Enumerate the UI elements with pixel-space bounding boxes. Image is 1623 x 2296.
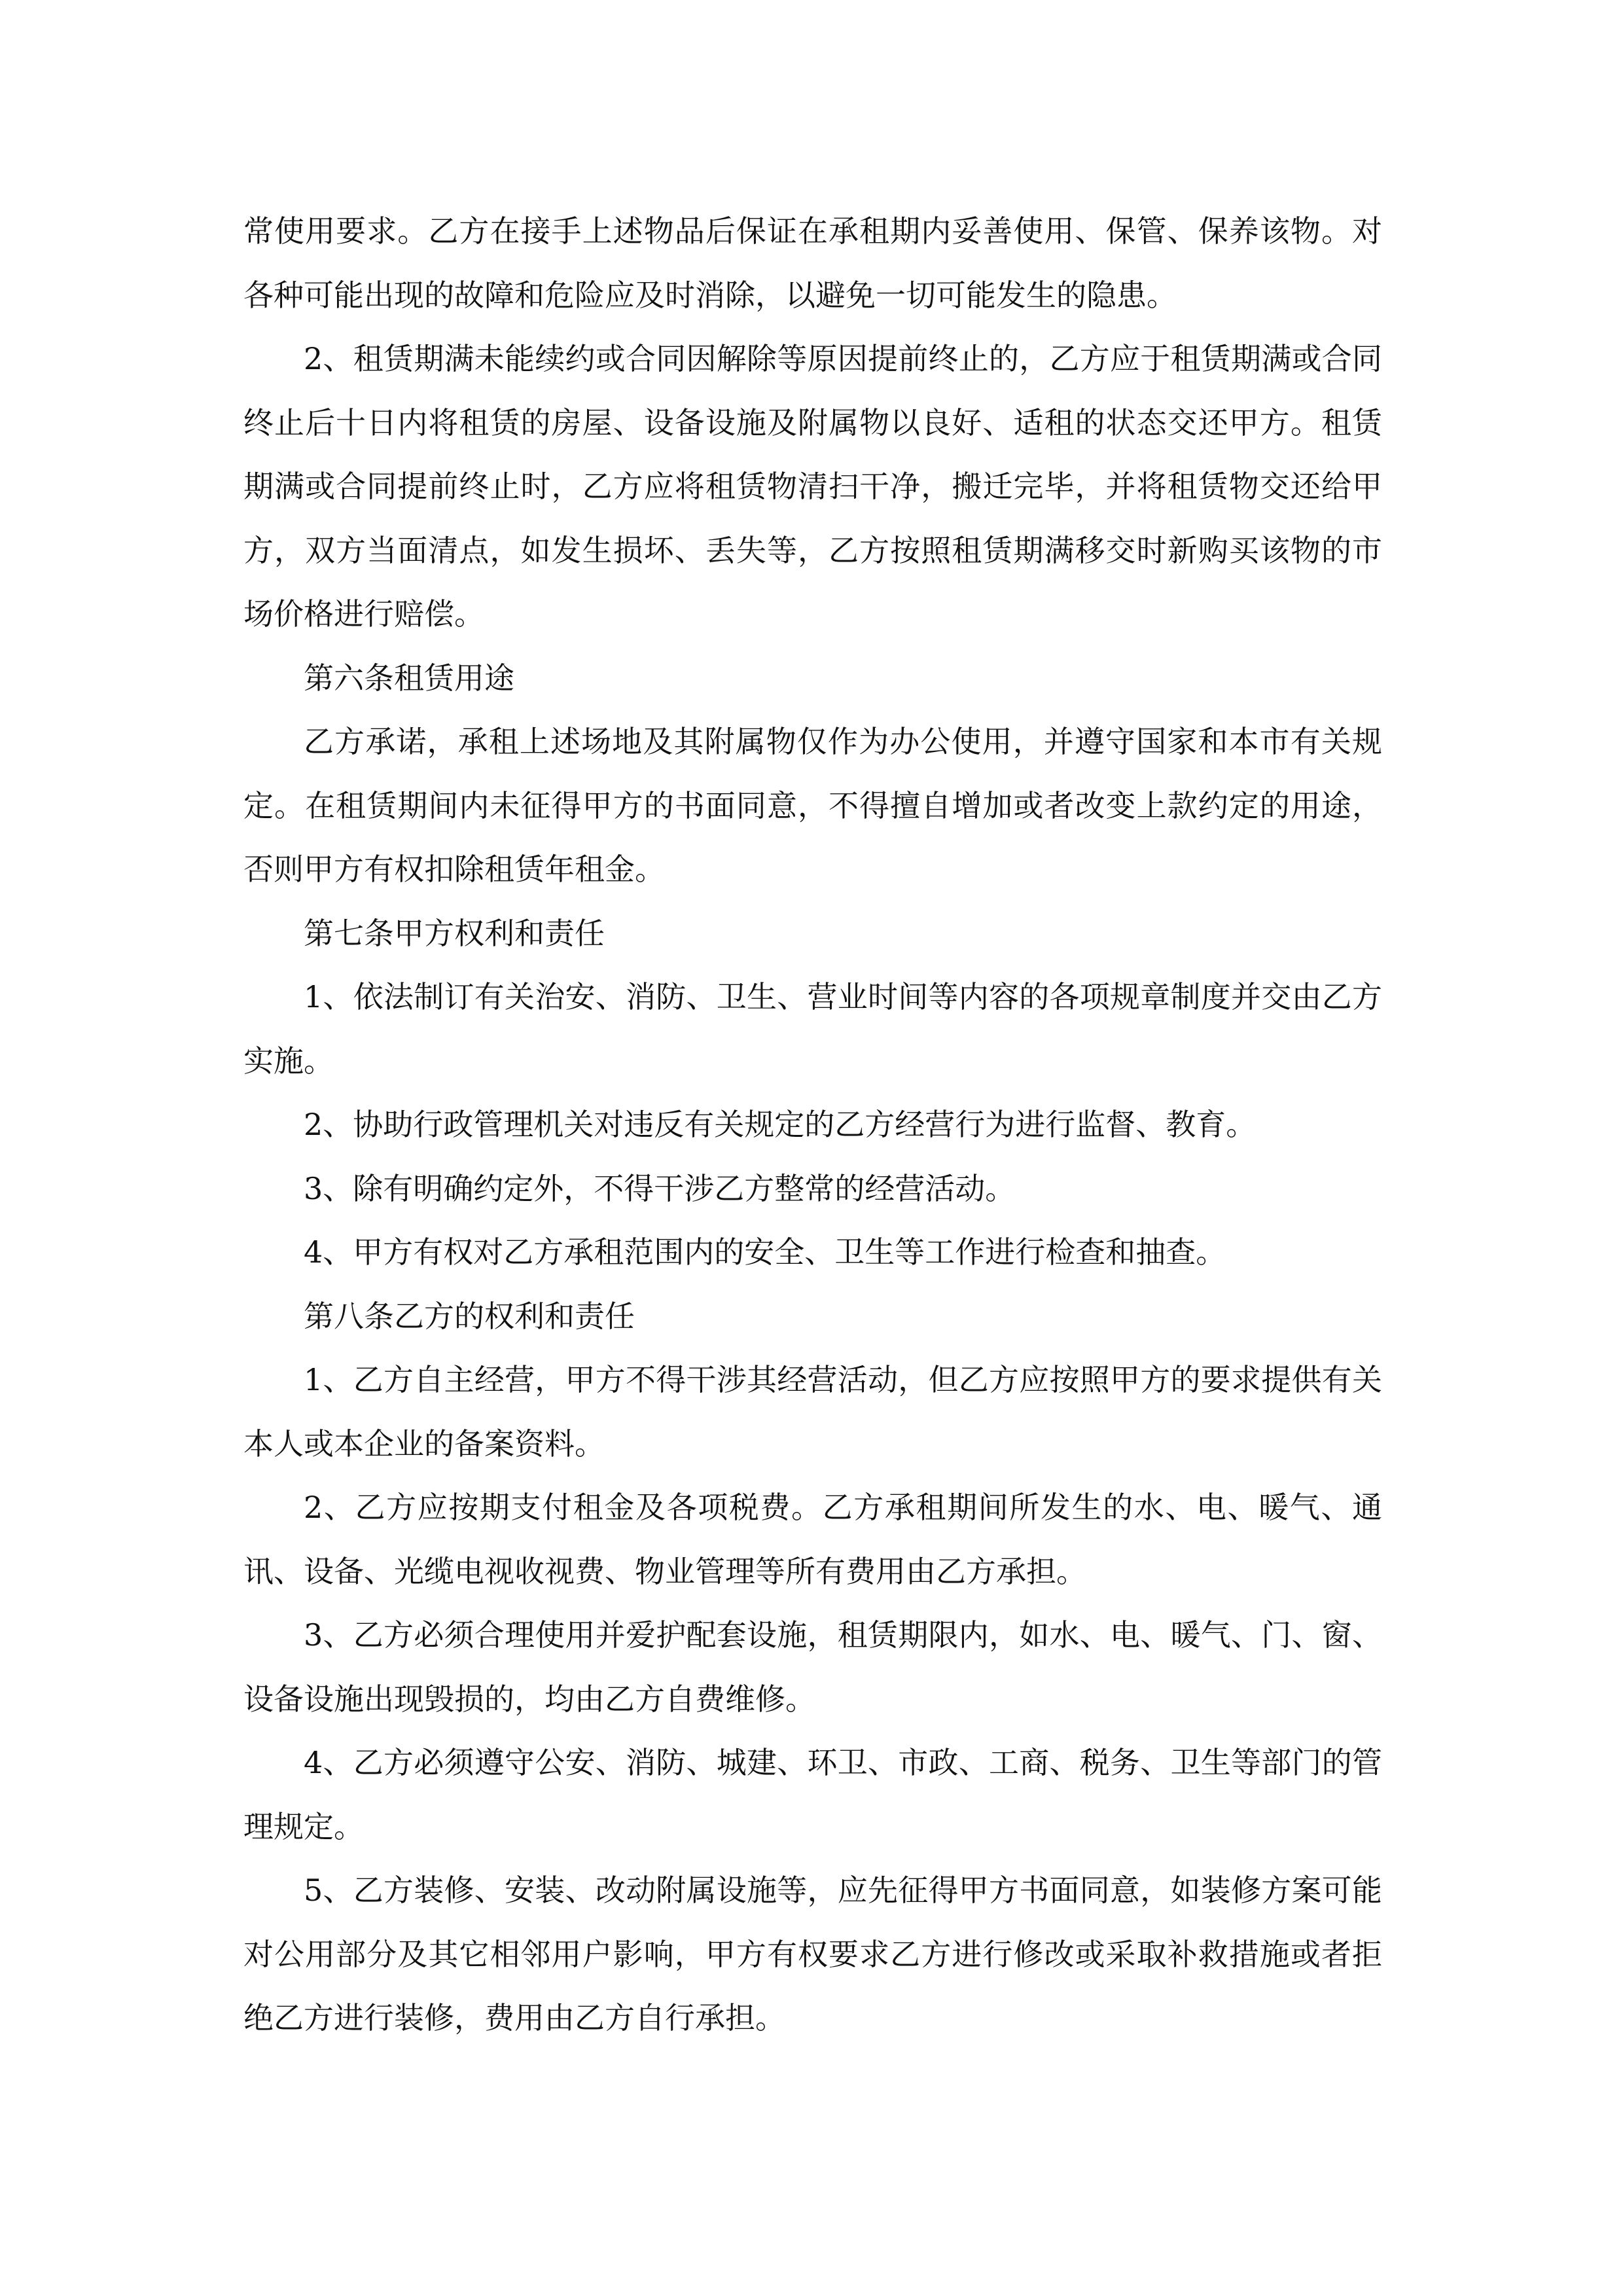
section-heading-article-6: 第六条租赁用途: [304, 660, 514, 696]
paragraph-article-7-item-1: 1、依法制订有关治安、消防、卫生、营业时间等内容的各项规章制度并交由乙方实施。: [243, 979, 1382, 1079]
section-heading-article-7: 第七条甲方权利和责任: [304, 915, 605, 951]
paragraph-article-7-item-4: 4、甲方有权对乙方承租范围内的安全、卫生等工作进行检查和抽查。: [304, 1234, 1226, 1270]
section-heading-article-8: 第八条乙方的权利和责任: [304, 1298, 635, 1334]
paragraph-article-8-item-5: 5、乙方装修、安装、改动附属设施等，应先征得甲方书面同意，如装修方案可能对公用部分及其它相邻用户影响，甲方有权要求乙方进行修改或采取补救措施或者拒绝乙方进行装修，费用由乙方自行承担。: [243, 1873, 1382, 2036]
paragraph-article-8-item-4: 4、乙方必须遵守公安、消防、城建、环卫、市政、工商、税务、卫生等部门的管理规定。: [243, 1745, 1382, 1844]
paragraph-article-8-item-1: 1、乙方自主经营，甲方不得干涉其经营活动，但乙方应按照甲方的要求提供有关本人或本企业的备案资料。: [243, 1362, 1382, 1462]
paragraph-article-6-body: 乙方承诺，承租上述场地及其附属物仅作为办公使用，并遵守国家和本市有关规定。在租赁期间内未征得甲方的书面同意，不得擅自增加或者改变上款约定的用途，否则甲方有权扣除租赁年租金。: [243, 724, 1382, 887]
paragraph-clause-5-2: 2、租赁期满未能续约或合同因解除等原因提前终止的，乙方应于租赁期满或合同终止后十日内将租赁的房屋、设备设施及附属物以良好、适租的状态交还甲方。租赁期满或合同提前终止时，乙方应将租赁物清扫干净，搬迁完毕，并将租赁物交还给甲方，双方当面清点，如发生损坏、丢失等，乙方按照租赁期满移交时新购买该物的市场价格进行赔偿。: [243, 341, 1382, 632]
paragraph-article-8-item-2: 2、乙方应按期支付租金及各项税费。乙方承租期间所发生的水、电、暖气、通讯、设备、光缆电视收视费、物业管理等所有费用由乙方承担。: [243, 1490, 1382, 1589]
paragraph-article-7-item-3: 3、除有明确约定外，不得干涉乙方整常的经营活动。: [304, 1170, 1016, 1206]
paragraph-continuation: 常使用要求。乙方在接手上述物品后保证在承租期内妥善使用、保管、保养该物。对各种可能出现的故障和危险应及时消除，以避免一切可能发生的隐患。: [243, 213, 1382, 313]
paragraph-article-7-item-2: 2、协助行政管理机关对违反有关规定的乙方经营行为进行监督、教育。: [304, 1107, 1257, 1142]
document-body: [243, 200, 1382, 2051]
paragraph-article-8-item-3: 3、乙方必须合理使用并爱护配套设施，租赁期限内，如水、电、暖气、门、窗、设备设施出现毁损的，均由乙方自费维修。: [243, 1617, 1382, 1717]
